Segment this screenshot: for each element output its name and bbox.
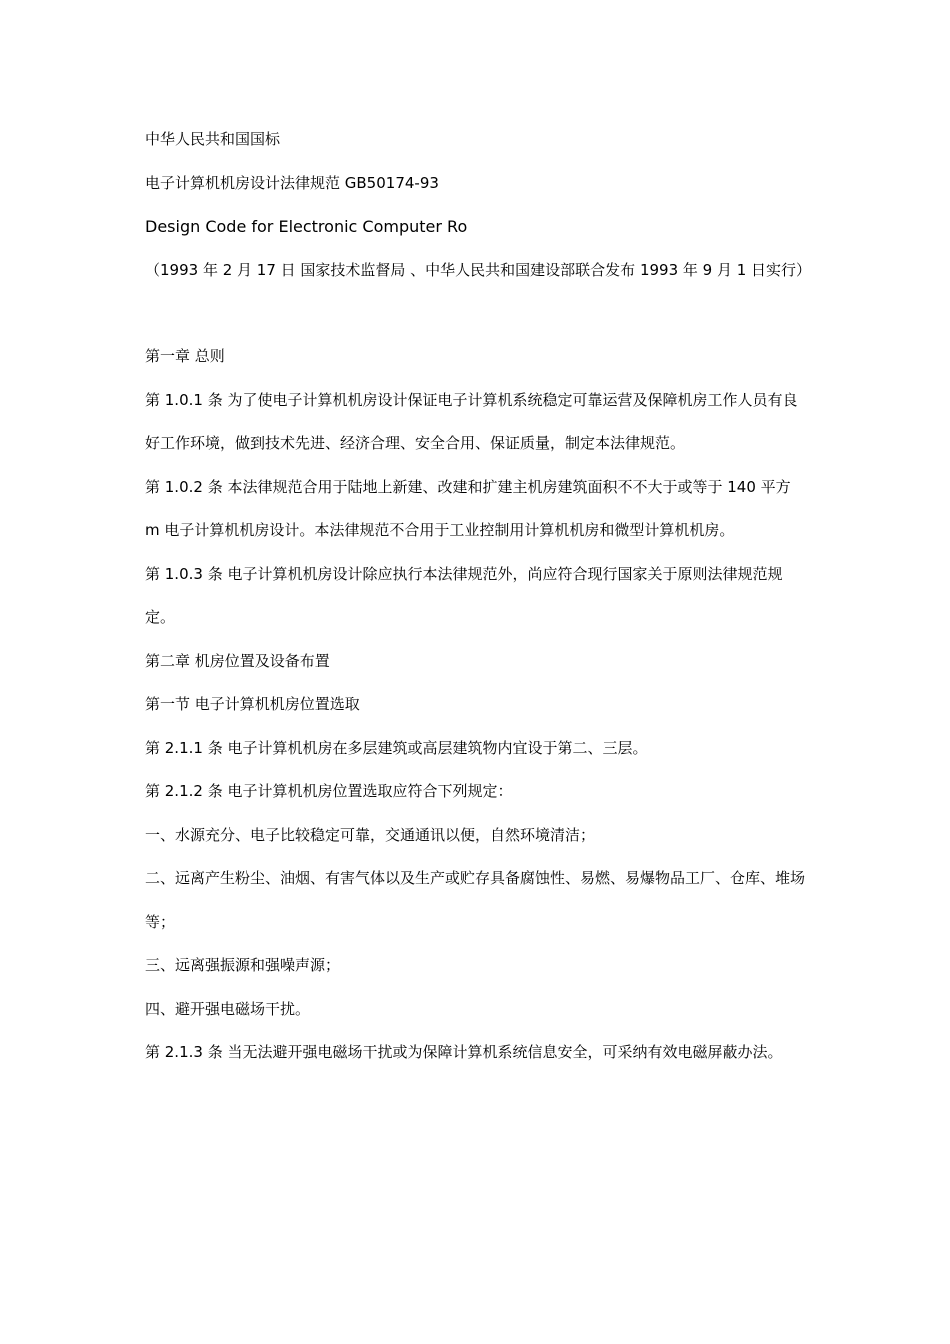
article-paragraph: 第 2.1.3 条 当无法避开强电磁场干扰或为保障计算机系统信息安全，可采纳有效电磁屏蔽办法。 — [145, 1043, 783, 1061]
chapter-heading: 第一章 总则 — [145, 347, 225, 365]
standard-header: 中华人民共和国国标 — [145, 130, 281, 148]
english-title: Design Code for Electronic Computer Ro — [145, 217, 468, 236]
list-item: 一、水源充分、电子比较稳定可靠，交通通讯以便，自然环境清洁； — [145, 825, 596, 844]
document-body — [145, 118, 810, 1075]
list-item: 三、远离强振源和强噪声源； — [145, 956, 341, 974]
article-paragraph: 第 2.1.2 条 电子计算机机房位置选取应符合下列规定： — [145, 782, 513, 800]
article-paragraph: 第 1.0.2 条 本法律规范合用于陆地上新建、改建和扩建主机房建筑面积不不大于或等于 140 平方 m 电子计算机机房设计。本法律规范不合用于工业控制用计算机机房和微型计算机机房。 — [145, 477, 791, 539]
section-heading: 第一节 电子计算机机房位置选取 — [145, 695, 360, 713]
list-item: 四、避开强电磁场干扰。 — [145, 999, 311, 1018]
list-item: 二、远离产生粉尘、油烟、有害气体以及生产或贮存具备腐蚀性、易燃、易爆物品工厂、仓库、堆场等； — [145, 869, 806, 931]
article-paragraph: 第 1.0.3 条 电子计算机机房设计除应执行本法律规范外，尚应符合现行国家关于原则法律规范规定。 — [145, 564, 783, 626]
document-title: 电子计算机机房设计法律规范 GB50174-93 — [145, 173, 439, 192]
article-paragraph: 第 2.1.1 条 电子计算机机房在多层建筑或高层建筑物内宜设于第二、三层。 — [145, 738, 648, 757]
chapter-heading: 第二章 机房位置及设备布置 — [145, 651, 330, 670]
blank-line — [145, 292, 810, 335]
issue-note: （1993 年 2 月 17 日 国家技术监督局 、中华人民共和国建设部联合发布 1993 年 9 月 1 日实行） — [145, 260, 812, 279]
article-paragraph: 第 1.0.1 条 为了使电子计算机机房设计保证电子计算机系统稳定可靠运营及保障机房工作人员有良好工作环境，做到技术先进、经济合理、安全合用、保证质量，制定本法律规范。 — [145, 390, 798, 452]
